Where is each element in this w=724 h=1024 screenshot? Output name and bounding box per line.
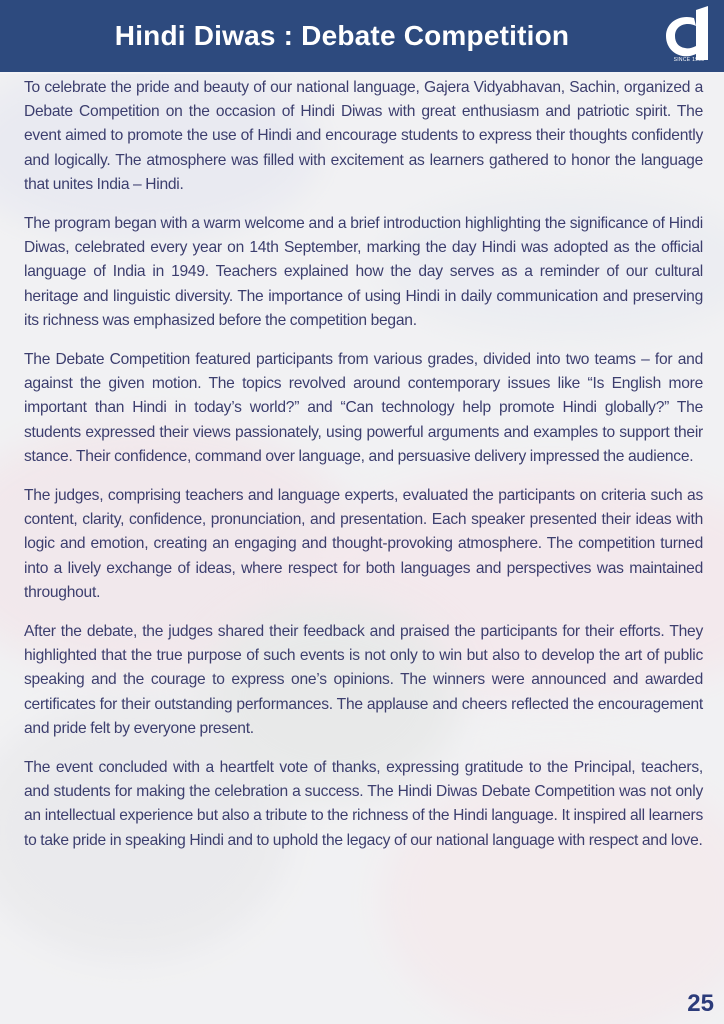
page-title: Hindi Diwas : Debate Competition — [114, 20, 570, 51]
logo-tagline: SINCE 1995 — [673, 57, 705, 63]
article-body — [24, 76, 703, 868]
paragraph-judges: The judges, comprising teachers and language experts, evaluated the participants on criteria such as content, clarity, confidence, pronunciation, and presentation. Each speaker presented their ideas with logic and emotion, creating an engaging and thought-provoking atmosphere. The competition turned into a lively exchange of ideas, where respect for both languages and perspectives was maintained throughout. — [24, 487, 703, 601]
page-header — [0, 0, 724, 72]
paragraph-conclusion: The event concluded with a heartfelt vote of thanks, expressing gratitude to the Principal, teachers, and students for making the celebration a success. The Hindi Diwas Debate Competition was not only an intellectual experience but also a tribute to the richness of the Hindi language. It inspired all learners to take pride in speaking Hindi and to uphold the legacy of our national language with respect and love. — [24, 759, 703, 849]
paragraph-intro: To celebrate the pride and beauty of our national language, Gajera Vidyabhavan, Sachin, organized a Debate Competition on the occasion of Hindi Diwas with great enthusiasm and patriotic spirit. The event aimed to promote the use of Hindi and encourage students to express their thoughts confidently and logically. The atmosphere was filled with excitement as learners gathered to honor the language that unites India – Hindi. — [24, 79, 703, 193]
paragraph-feedback: After the debate, the judges shared their feedback and praised the participants for their efforts. They highlighted that the true purpose of such events is not only to win but also to develop the art of public speaking and the courage to express one’s opinions. The winners were announced and awarded certificates for their outstanding performances. The applause and cheers reflected the encouragement and pride felt by everyone present. — [24, 623, 703, 737]
header-divider — [0, 72, 724, 74]
page-number: 25 — [687, 990, 714, 1017]
paragraph-debate: The Debate Competition featured participants from various grades, divided into two teams – for and against the given motion. The topics revolved around contemporary issues like “Is English more important than Hindi in today’s world?” and “Can technology help promote Hindi globally?” The students expressed their views passionately, using powerful arguments and examples to support their stance. Their confidence, command over language, and persuasive delivery impressed the audience. — [24, 351, 703, 465]
paragraph-program: The program began with a warm welcome and a brief introduction highlighting the significance of Hindi Diwas, celebrated every year on 14th September, marking the day Hindi was adopted as the official language of India in 1949. Teachers explained how the day serves as a reminder of our cultural heritage and linguistic diversity. The importance of using Hindi in daily communication and preserving its richness was emphasized before the competition began. — [24, 215, 703, 329]
